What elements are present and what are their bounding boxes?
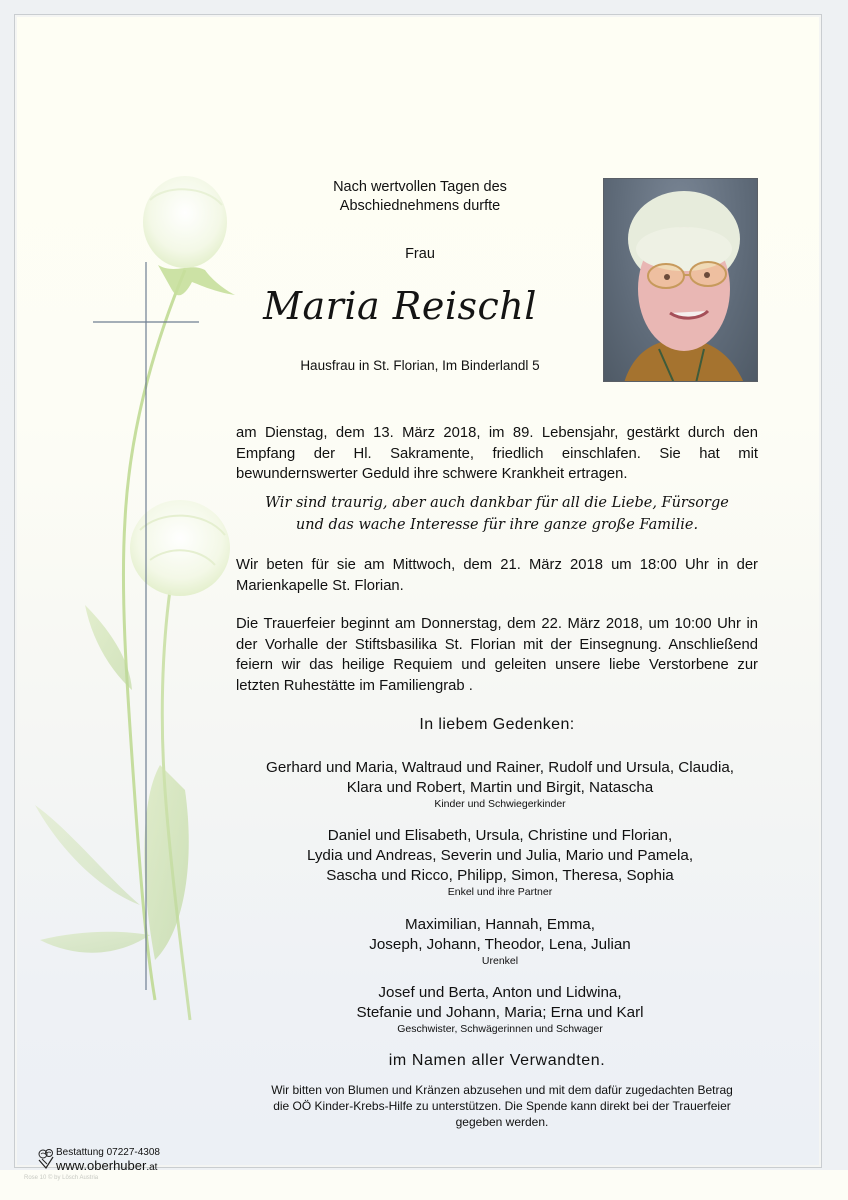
donation-line-3: gegeben werden. [455,1115,549,1129]
funeral-info: Die Trauerfeier beginnt am Donnerstag, dem 22. März 2018, um 10:00 Uhr in der Vorhalle der Stiftsbasilika St. Florian mit der Einsegnung. Anschließend feiern wir das heilige Requiem und geleiten unsere liebe Verstorbene zur letzten Ruhestätte im Familiengrab . [236,616,758,694]
donation-note [236,1082,768,1130]
mourner-line: Stefanie und Johann, Maria; Erna und Karl [356,1004,644,1021]
bottom-margin [0,1170,848,1200]
quote-line-1: Wir sind traurig, aber auch dankbar für all die Liebe, Fürsorge [265,495,729,511]
relation-label: Urenkel [481,955,519,967]
mourner-group-siblings [230,983,770,1036]
relation-label: Enkel und ihre Partner [447,886,553,898]
quote [236,492,758,536]
relation-label: Kinder und Schwiegerkinder [434,798,566,810]
mourner-line: Maximilian, Hannah, Emma, [405,916,595,933]
mourner-line: Lydia und Andreas, Severin und Julia, Mario und Pamela, [306,847,694,864]
mourner-group-great-grandchildren [230,915,770,968]
mourner-line: Klara und Robert, Martin und Birgit, Natascha [346,779,654,796]
mourner-line: Josef und Berta, Anton und Lidwina, [378,984,622,1001]
image-credit: Rose 10 © by Lösch Austria [24,1175,99,1181]
mourner-line: Sascha und Ricco, Philipp, Simon, Theresa, Sophia [326,867,674,884]
rose-logo-icon [36,1148,56,1170]
mourner-group-children [230,758,770,811]
mourner-line: Daniel und Elisabeth, Ursula, Christine und Florian, [327,827,673,844]
donation-line-1: Wir bitten von Blumen und Kränzen abzusehen und mit dem dafür zugedachten Betrag [271,1083,733,1097]
deceased-occupation: Hausfrau in St. Florian, Im Binderlandl 5 [300,358,540,373]
intro-text [240,178,600,216]
mourner-line: Joseph, Johann, Theodor, Lena, Julian [369,936,631,953]
website-tld: .at [146,1162,158,1173]
quote-line-2: und das wache Interesse für ihre ganze große Familie. [295,517,699,533]
phone-number: 07227-4308 [106,1147,160,1158]
relation-label: Geschwister, Schwägerinnen und Schwager [397,1023,603,1035]
salutation: Frau [405,246,435,262]
prayer-info: Wir beten für sie am Mittwoch, dem 21. März 2018 um 18:00 Uhr in der Marienkapelle St. Florian. [236,557,758,594]
death-announcement: am Dienstag, dem 13. März 2018, im 89. Lebensjahr, gestärkt durch den Empfang der Hl. Sakramente, friedlich einschlafen. Sie hat mit bewundernswerter Geduld ihre schwere Krankheit ertragen. [236,425,758,482]
funeral-home-contact [56,1147,160,1158]
website-link[interactable] [56,1158,157,1173]
deceased-name: Maria Reischl [263,284,537,328]
company-name: Bestattung [56,1147,104,1158]
portrait-photo [603,178,758,382]
portrait-illustration [604,179,758,382]
mourner-line: Gerhard und Maria, Waltraud und Rainer, Rudolf und Ursula, Claudia, [266,759,734,776]
closing-line: im Namen aller Verwandten. [388,1052,606,1069]
mourner-group-grandchildren [230,826,770,899]
intro-line-2: Abschiednehmens durfte [339,198,501,214]
intro-line-1: Nach wertvollen Tagen des [333,179,507,195]
mourners-heading: In liebem Gedenken: [419,716,575,733]
website-main: www.oberhuber [56,1158,147,1173]
donation-line-2: die OÖ Kinder-Krebs-Hilfe zu unterstützen. Die Spende kann direkt bei der Trauerfeier [273,1099,731,1113]
